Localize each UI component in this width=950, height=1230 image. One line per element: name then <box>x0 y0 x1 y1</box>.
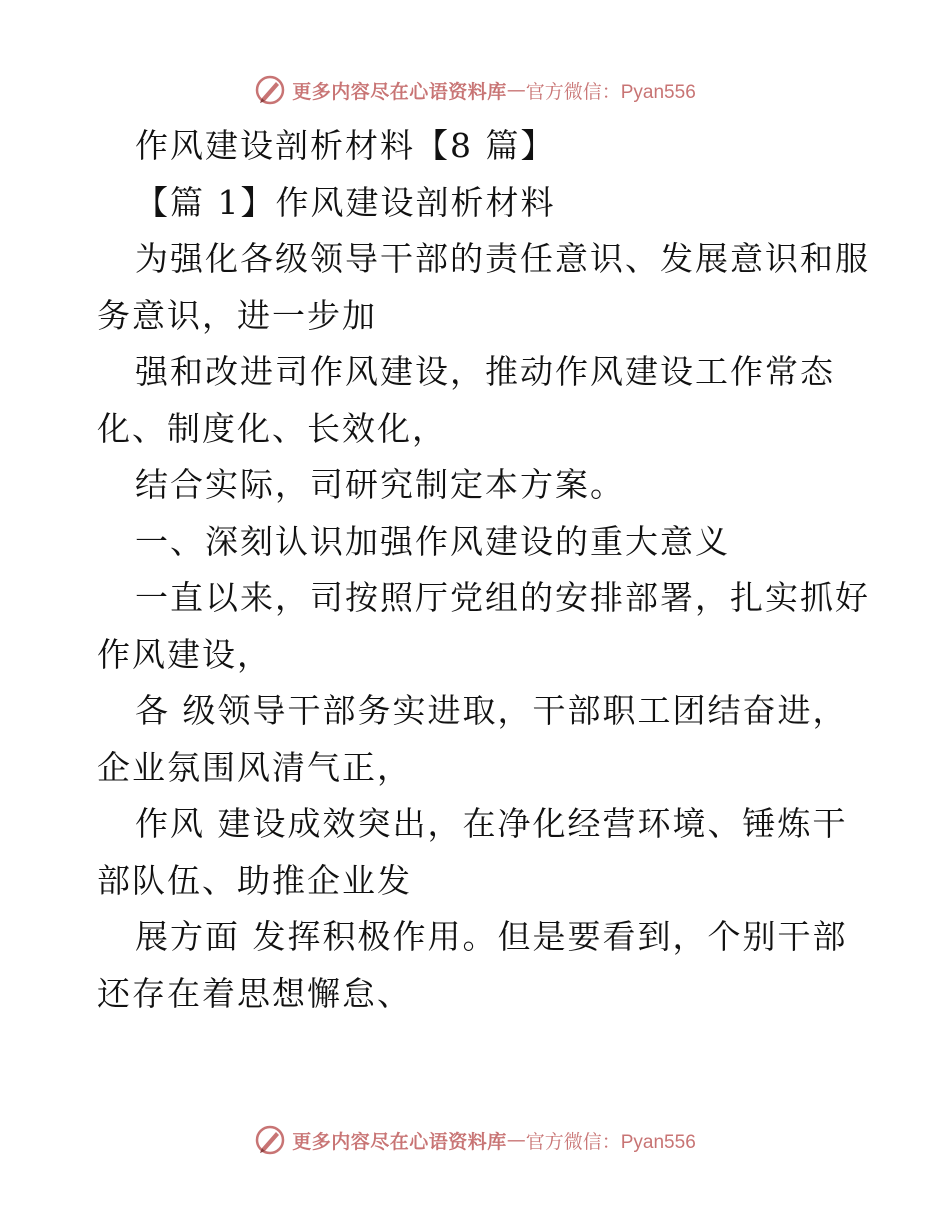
paragraph-line: 展方面 发挥积极作用。但是要看到，个别干部 <box>135 917 848 956</box>
footer-banner-inner <box>254 1120 696 1160</box>
paragraph-line: 还存在着思想懈怠、 <box>97 973 412 1013</box>
paragraph-line: 部队伍、助推企业发 <box>97 860 412 900</box>
footer-banner-separator: — <box>506 1129 526 1151</box>
document-title: 作风建设剖析材料【8 篇】 <box>135 126 556 165</box>
pen-logo-icon <box>254 74 286 106</box>
document-body <box>97 118 870 1022</box>
footer-banner-contact: 官方微信：Pyan556 <box>525 1131 696 1153</box>
subsection-heading: 一、深刻认识加强作风建设的重大意义 <box>135 521 730 561</box>
header-banner-text: 更多内容尽在心语资料库 <box>292 80 507 103</box>
paragraph-line: 结合实际，司研究制定本方案。 <box>135 465 625 504</box>
paragraph-line: 务意识，进一步加 <box>97 295 377 335</box>
paragraph-line: 强和改进司作风建设，推动作风建设工作常态 <box>135 352 835 391</box>
section-heading: 【篇 1】作风建设剖析材料 <box>135 182 556 222</box>
paragraph-line: 化、制度化、长效化， <box>97 408 447 448</box>
header-banner-contact: 官方微信：Pyan556 <box>525 81 696 103</box>
footer-banner <box>0 1120 950 1160</box>
header-banner-separator: — <box>506 79 526 101</box>
header-banner <box>0 70 950 110</box>
paragraph-line: 一直以来，司按照厅党组的安排部署，扎实抓好 <box>135 578 870 617</box>
paragraph-line: 企业氛围风清气正， <box>97 747 412 787</box>
paragraph-line: 作风 建设成效突出，在净化经营环境、锤炼干 <box>135 804 848 843</box>
paragraph-line: 作风建设， <box>97 634 272 674</box>
footer-banner-text: 更多内容尽在心语资料库 <box>292 1130 507 1153</box>
pen-logo-icon <box>254 1124 286 1156</box>
paragraph-line: 各 级领导干部务实进取，干部职工团结奋进， <box>135 691 848 730</box>
paragraph-line: 为强化各级领导干部的责任意识、发展意识和服 <box>135 239 870 278</box>
header-banner-inner <box>254 70 696 110</box>
